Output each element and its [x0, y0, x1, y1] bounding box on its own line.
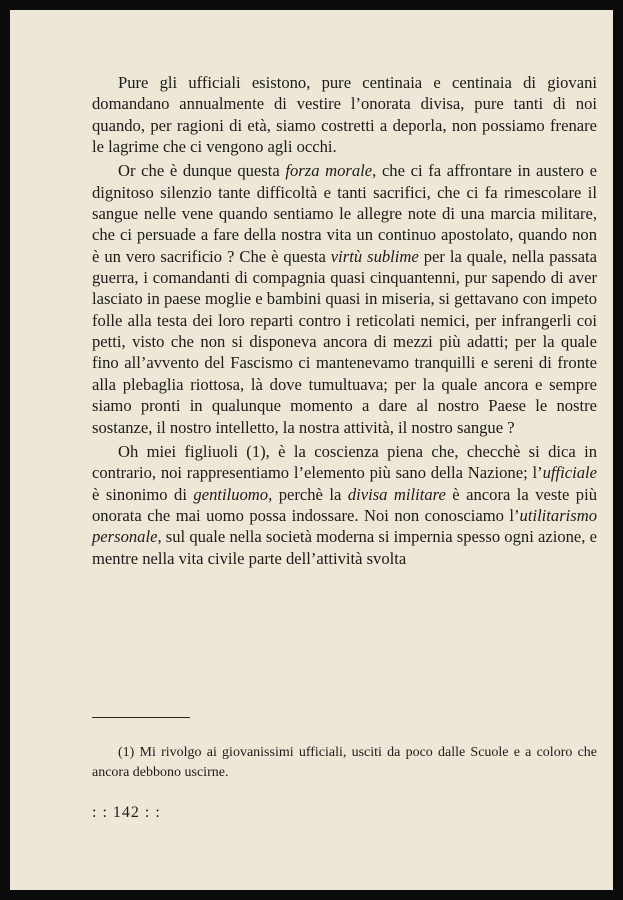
footnote-separator	[92, 717, 190, 718]
page-number: : : 142 : :	[92, 804, 161, 821]
italic-gentiluomo: gentiluomo,	[193, 484, 273, 504]
book-page	[10, 10, 613, 890]
italic-ufficiale: ufficiale	[542, 463, 597, 483]
italic-divisa-militare: divisa militare	[347, 484, 446, 504]
paragraph-3-text-e: sul quale nella società moderna si impernia spesso ogni azione, e mentre nella vita civile parte dell’attività svolta	[92, 527, 597, 568]
paragraph-2-text-b: che ci fa affrontare in austero e dignitoso silenzio tante difficoltà e tanti sacrifici, che ci fa rimescolare il sangue nelle vene quando sentiamo le allegre note di una marcia militare, che ci persuade a fare della nostra vita un continuo apostolato, quando non è un vero sacrificio ? Che è questa	[92, 161, 597, 266]
paragraph-2-text-c: per la quale, nella passata guerra, i comandanti di compagnia quasi cinquantenni, pur sapendo di aver lasciato in paese moglie e bambini quasi in miseria, si gettavano con impeto folle alla testa dei loro reparti contro i reticolati nemici, per infrangerli coi petti, visto che non si disponeva ancora di mezzi più adatti; per la quale fino all’avvento del Fascismo ci mantenevamo tranquilli e sereni di fronte alla plebaglia riottosa, là dove tumultuava; per la quale ancora e sempre siamo pronti in qualunque momento a dare al nostro Paese le nostre sostanze, il nostro intelletto, la nostra attività, il nostro sangue ?	[92, 246, 598, 437]
paragraph-3	[92, 441, 597, 569]
paragraph-2	[92, 160, 597, 437]
paragraph-3-text-c: perchè la	[272, 484, 348, 504]
italic-forza-morale: forza morale,	[285, 161, 377, 181]
paragraph-1	[92, 72, 597, 157]
paragraph-2-text-a: Or che è dunque questa	[118, 161, 286, 181]
footnote	[92, 743, 597, 782]
footnote-text: (1) Mi rivolgo ai giovanissimi ufficiali, usciti da poco dalle Scuole e a coloro che ancora debbono uscirne.	[92, 745, 597, 780]
italic-utilitarismo-personale: utilitarismo personale,	[92, 505, 597, 547]
paragraph-3-text-a: Oh miei figliuoli (1), è la coscienza piena che, checchè si dica in contrario, noi rappresentiamo l’elemento più sano della Nazione; l’	[92, 441, 597, 483]
paragraph-1-text: Pure gli ufficiali esistono, pure centinaia e centinaia di giovani domandano annualmente di vestire l’onorata divisa, pure tanti di noi quando, per ragioni di età, siamo costretti a deporla, non possiamo frenare le lagrime che ci vengono agli occhi.	[92, 73, 597, 157]
paragraph-3-text-d: è ancora la veste più onorata che mai uomo possa indossare. Noi non conosciamo l’	[92, 484, 597, 525]
main-text	[92, 72, 597, 569]
italic-virtu-sublime: virtù sublime	[330, 246, 419, 266]
paragraph-3-text-b: è sinonimo di	[92, 484, 194, 504]
